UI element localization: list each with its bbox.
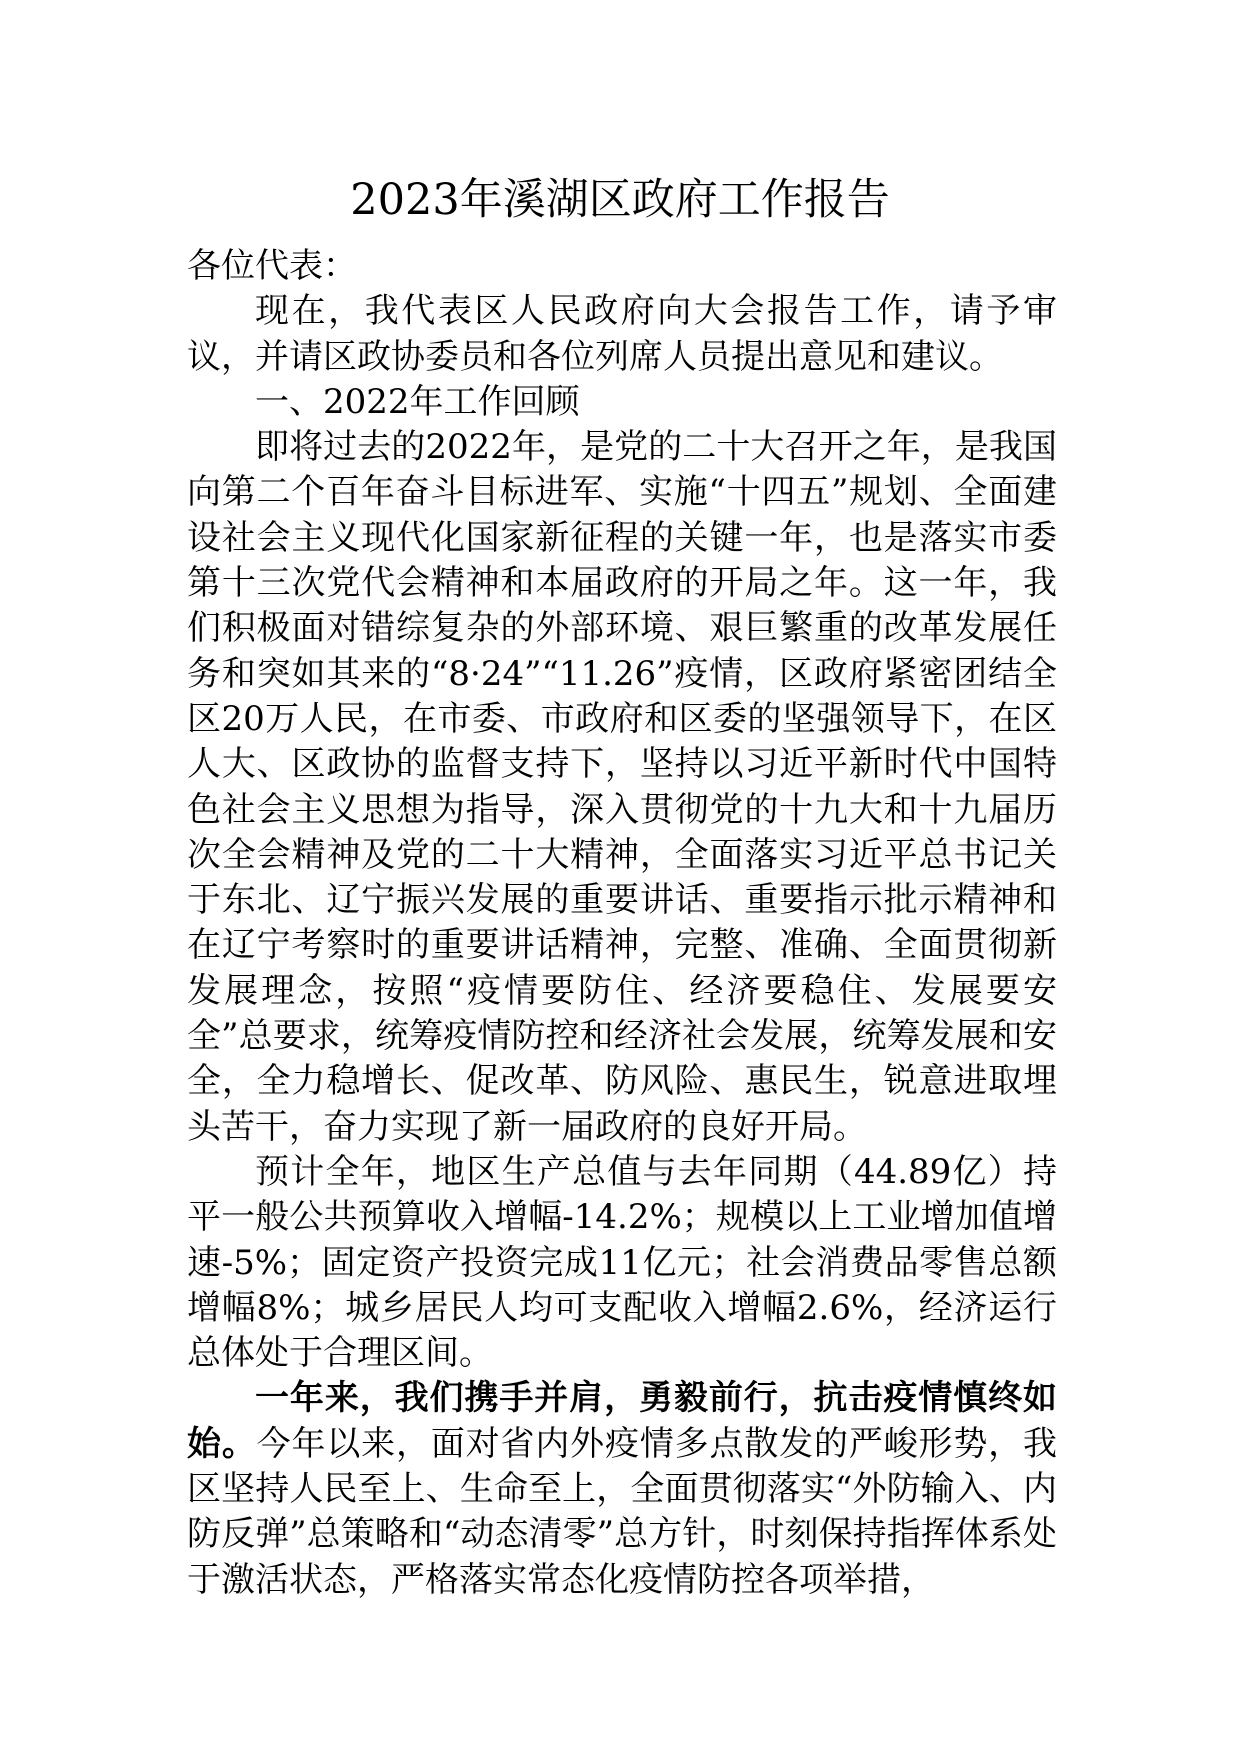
document-title: 2023年溪湖区政府工作报告: [350, 175, 890, 225]
paragraph-text: 今年以来，面对省内外疫情多点散发的严峻形势，我区坚持人民至上、生命至上，全面贯彻落实“外防输入、内防反弹”总策略和“动态清零”总方针，时刻保持指挥体系处于激活状态，严格落实常态化疫情防控各项举措，: [187, 1423, 1058, 1600]
salutation: 各位代表：: [187, 246, 357, 286]
paragraph-overview: 即将过去的2022年，是党的二十大召开之年，是我国向第二个百年奋斗目标进军、实施“十四五”规划、全面建设社会主义现代化国家新征程的关键一年，也是落实市委第十三次党代会精神和本届政府的开局之年。这一年，我们积极面对错综复杂的外部环境、艰巨繁重的改革发展任务和突如其来的“8·24”“11.26”疫情，区政府紧密团结全区20万人民，在市委、市政府和区委的坚强领导下，在区人大、区政协的监督支持下，坚持以习近平新时代中国特色社会主义思想为指导，深入贯彻党的十九大和十九届历次全会精神及党的二十大精神，全面落实习近平总书记关于东北、辽宁振兴发展的重要讲话、重要指示批示精神和在辽宁考察时的重要讲话精神，完整、准确、全面贯彻新发展理念，按照“疫情要防住、经济要稳住、发展要安全”总要求，统筹疫情防控和经济社会发展，统筹发展和安全，全力稳增长、促改革、防风险、惠民生，锐意进取埋头苦干，奋力实现了新一届政府的良好开局。: [187, 427, 1057, 1147]
section-heading-review: 一、2022年工作回顾: [255, 381, 580, 422]
paragraph-economic-indicators: 预计全年，地区生产总值与去年同期（44.89亿）持平一般公共预算收入增幅-14.2%；规模以上工业增加值增速-5%；固定资产投资完成11亿元；社会消费品零售总额增幅8%；城乡居民人均可支配收入增幅2.6%，经济运行总体处于合理区间。: [187, 1151, 1057, 1374]
paragraph-epidemic-response: [187, 1376, 1057, 1602]
paragraph-lead-bold: 一年来，我们携手并肩，勇毅前行，抗击疫情慎终如始。: [187, 1378, 1057, 1464]
document-body: [187, 244, 1057, 1603]
paragraph-intro: 现在，我代表区人民政府向大会报告工作，请予审议，并请区政协委员和各位列席人员提出意见和建议。: [187, 291, 1057, 377]
